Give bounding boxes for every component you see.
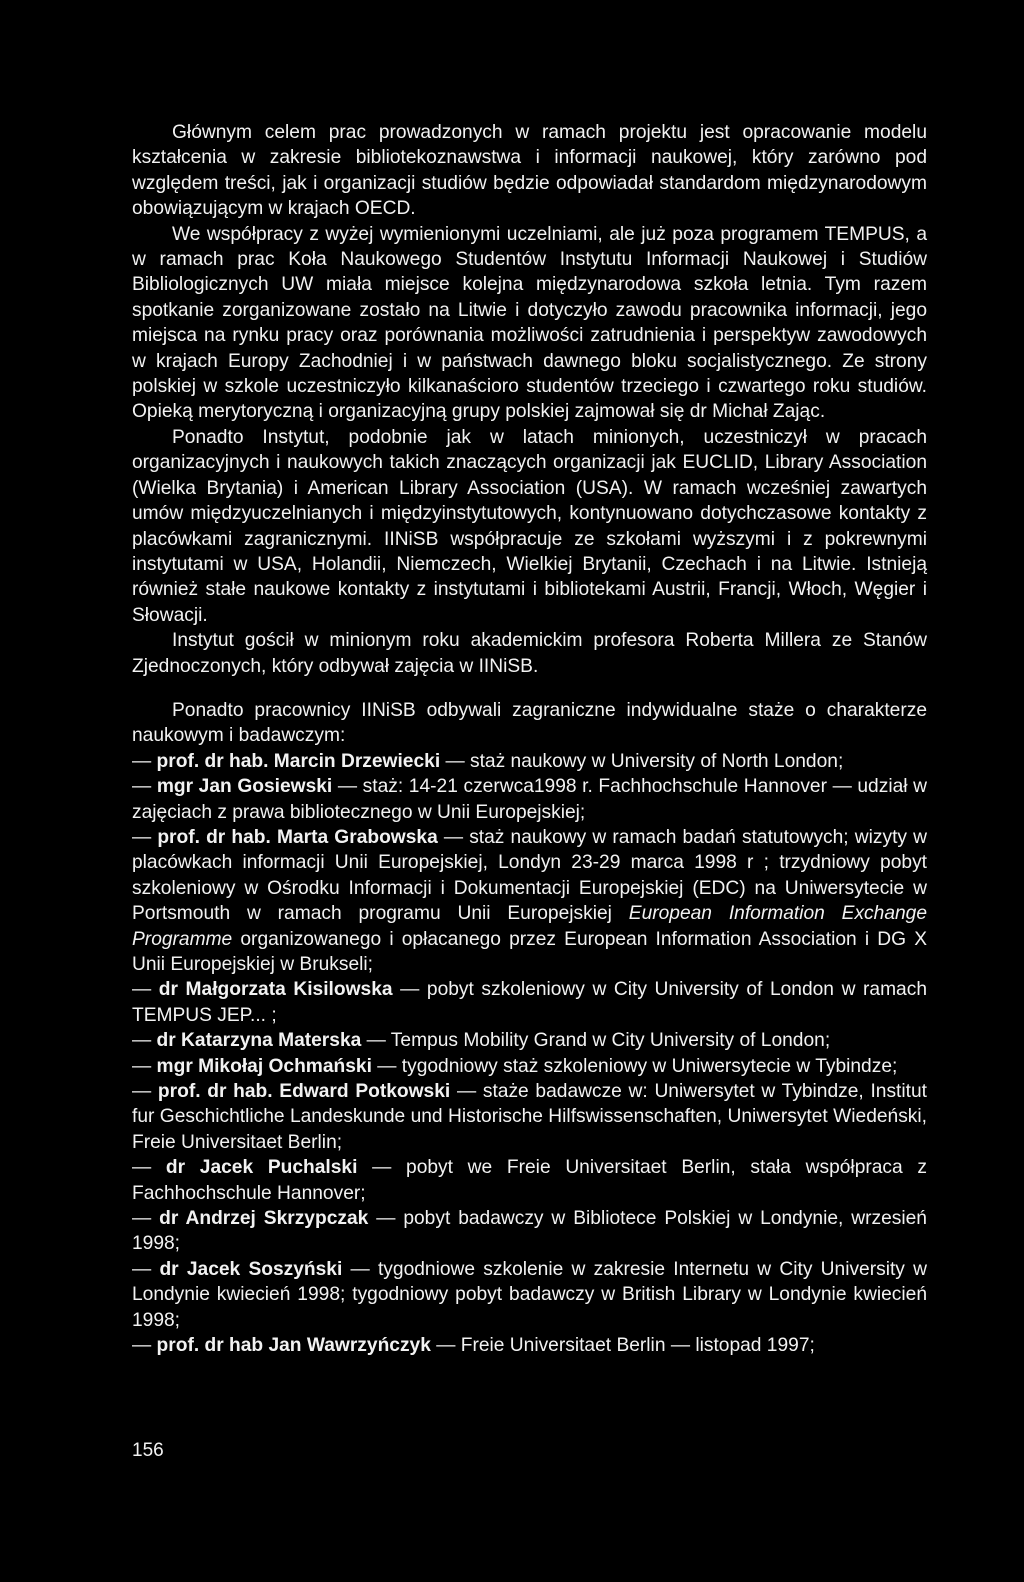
person-name: dr Małgorzata Kisilowska bbox=[158, 979, 393, 1001]
entry-text: — staż naukowy w University of North London; bbox=[440, 750, 844, 772]
person-name: dr Jacek Soszyński bbox=[159, 1258, 343, 1280]
list-item bbox=[132, 1155, 927, 1206]
list-dash: — bbox=[132, 979, 152, 1001]
list-item bbox=[132, 774, 927, 825]
list-dash: — bbox=[132, 1055, 152, 1077]
list-item bbox=[132, 825, 927, 977]
programme-name: European Information Exchange Programme bbox=[132, 903, 928, 950]
person-name: dr Andrzej Skrzypczak bbox=[159, 1208, 369, 1230]
paragraph-goals: Głównym celem prac prowadzonych w ramach projektu jest opracowanie modelu kształcenia w zakresie bibliotekoznawstwa i informacji naukowej, który zarówno pod względem treści, jak i organizacji studiów będzie odpowiadał standardom międzynarodowym obowiązującym w krajach OECD. bbox=[132, 122, 927, 220]
list-item bbox=[132, 1028, 927, 1053]
list-dash: — bbox=[132, 1335, 152, 1357]
list-item bbox=[132, 1079, 927, 1155]
page-body bbox=[132, 120, 927, 1359]
person-name: prof. dr hab. Marcin Drzewiecki bbox=[156, 750, 441, 772]
list-dash: — bbox=[132, 1157, 152, 1179]
list-item bbox=[132, 1054, 927, 1079]
entry-text: — staże badawcze w: Uniwersytet w Tybindze, Institut fur Geschichtliche Landeskunde und Historische Hilfswissenschaften, Uniwersytet Wiedeński, Freie Universitaet Berlin; bbox=[132, 1081, 927, 1153]
paragraph-summer-school: We współpracy z wyżej wymienionymi uczelniami, ale już poza programem TEMPUS, a w ramach prac Koła Naukowego Studentów Instytutu Informacji Naukowej i Studiów Bibliologicznych UW miała miejsce kolejna międzynarodowa szkoła letnia. Tym razem spotkanie zorganizowane zostało na Litwie i dotyczyło zawodu pracownika informacji, jego miejsca na rynku pracy oraz porównania możliwości zatrudnienia i perspektyw zawodowych w krajach Europy Zachodniej i w państwach dawnego bloku socjalistycznego. Ze strony polskiej w szkole uczestniczyło kilkanaścioro studentów trzeciego i czwartego roku studiów. Opieką merytoryczną i organizacyjną grupy polskiej zajmował się dr Michał Zając. bbox=[132, 223, 927, 423]
entry-text: — staż naukowy w ramach badań statutowych; wizyty w placówkach informacji Unii Europejskiej, Londyn 23-29 marca 1998 r ; trzydniowy pobyt szkoleniowy w Ośrodku Informacji i Dokumentacji Europejskiej (EDC) na Uniwersytecie w Portsmouth w ramach programu Unii Europejskiej bbox=[132, 826, 927, 925]
list-item bbox=[132, 1333, 927, 1358]
list-dash: — bbox=[132, 826, 152, 848]
list-dash: — bbox=[132, 1081, 152, 1103]
list-dash: — bbox=[132, 750, 152, 772]
paragraph-internships-intro: Ponadto pracownicy IINiSB odbywali zagraniczne indywidualne staże o charakterze naukowym i badawczym: bbox=[132, 699, 927, 747]
list-dash: — bbox=[132, 1258, 152, 1280]
entry-text: — tygodniowy staż szkoleniowy w Uniwersytecie w Tybindze; bbox=[371, 1055, 898, 1077]
entry-text: — staż: 14-21 czerwca1998 r. Fachhochschule Hannover — udział w zajęciach z prawa bibliotecznego w Unii Europejskiej; bbox=[132, 776, 927, 823]
list-item bbox=[132, 977, 927, 1028]
entry-text-continued: organizowanego i opłacanego przez European Information Association i DG X Unii Europejskiej w Brukseli; bbox=[132, 928, 927, 975]
entry-text: — pobyt badawczy w Bibliotece Polskiej w Londynie, wrzesień 1998; bbox=[132, 1208, 927, 1255]
person-name: mgr Mikołaj Ochmański bbox=[156, 1055, 372, 1077]
person-name: dr Katarzyna Materska bbox=[156, 1030, 362, 1052]
person-name: prof. dr hab Jan Wawrzyńczyk bbox=[156, 1335, 431, 1357]
paragraph-cooperation: Ponadto Instytut, podobnie jak w latach minionych, uczestniczył w pracach organizacyjnych i naukowych takich znaczących organizacji jak EUCLID, Library Association (Wielka Brytania) i American Library Association (USA). W ramach wcześniej zawartych umów międzyuczelnianych i międzyinstytutowych, kontynuowano dotychczasowe kontakty z placówkami zagranicznymi. IINiSB współpracuje ze szkołami wyższymi i z pokrewnymi instytutami w USA, Holandii, Niemczech, Wielkiej Brytanii, Czechach i na Litwie. Istnieją również stałe naukowe kontakty z instytutami i bibliotekami Austrii, Francji, Włoch, Węgier i Słowacji. bbox=[132, 426, 927, 626]
person-name: prof. dr hab. Edward Potkowski bbox=[157, 1081, 451, 1103]
list-dash: — bbox=[132, 776, 152, 798]
paragraph-guest: Instytut gościł w minionym roku akademickim profesora Roberta Millera ze Stanów Zjednoczonych, który odbywał zajęcia w IINiSB. bbox=[132, 630, 927, 677]
entry-text: — pobyt we Freie Universitaet Berlin, stała współpraca z Fachhochschule Hannover; bbox=[132, 1157, 927, 1204]
entry-text: — Freie Universitaet Berlin — listopad 1997; bbox=[430, 1335, 815, 1357]
page-number: 156 bbox=[132, 1440, 164, 1461]
person-name: dr Jacek Puchalski bbox=[165, 1157, 358, 1179]
list-item bbox=[132, 749, 927, 774]
entry-text: — pobyt szkoleniowy w City University of London w ramach TEMPUS JEP... ; bbox=[132, 979, 927, 1026]
list-dash: — bbox=[132, 1208, 152, 1230]
list-item bbox=[132, 1257, 927, 1333]
entry-text: — Tempus Mobility Grand w City University of London; bbox=[361, 1030, 831, 1052]
list-item bbox=[132, 1206, 927, 1257]
entry-text: — tygodniowe szkolenie w zakresie Internetu w City University w Londynie kwiecień 1998; tygodniowy pobyt badawczy w British Library w Londynie kwiecień 1998; bbox=[132, 1258, 927, 1331]
list-dash: — bbox=[132, 1030, 152, 1052]
person-name: prof. dr hab. Marta Grabowska bbox=[157, 826, 438, 848]
person-name: mgr Jan Gosiewski bbox=[156, 776, 333, 798]
